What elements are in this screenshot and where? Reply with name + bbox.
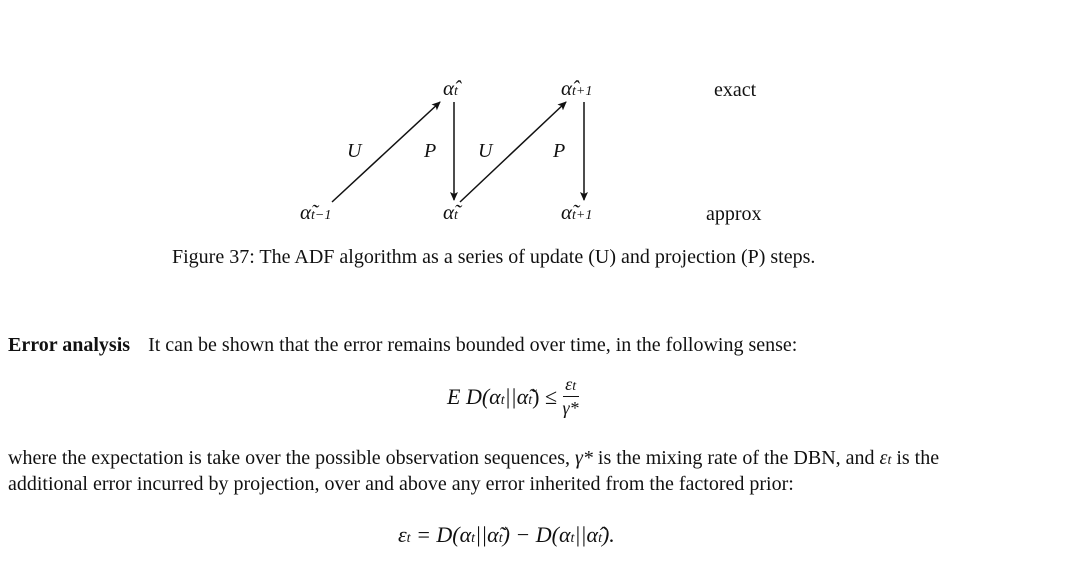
adf-diagram bbox=[0, 0, 1080, 240]
node-alpha-hat-t: α̂t bbox=[443, 76, 458, 100]
node-alpha-tilde-t-minus-1: α̃t−1 bbox=[300, 200, 332, 224]
figure-caption: Figure 37: The ADF algorithm as a series of update (U) and projection (P) steps. bbox=[172, 246, 816, 268]
label-p-1: P bbox=[424, 140, 437, 162]
row-label-approx: approx bbox=[706, 203, 762, 225]
node-alpha-tilde-t: α̃t bbox=[443, 200, 458, 224]
label-p-2: P bbox=[553, 140, 566, 162]
label-u-1: U bbox=[347, 140, 362, 162]
epsilon-definition-equation: εt = D(αt||α̃t) − D(αt||α̂t). bbox=[398, 522, 615, 547]
error-analysis-paragraph bbox=[8, 332, 797, 358]
bound-fraction: $\frac{\varepsilon t}{\gamma*}$ bbox=[562, 374, 579, 418]
node-alpha-hat-t-plus-1: α̂t+1 bbox=[561, 76, 593, 100]
node-alpha-tilde-t-plus-1: α̃t+1 bbox=[561, 200, 593, 224]
section-intro: It can be shown that the error remains bounded over time, in the following sense: bbox=[148, 334, 798, 356]
explanation-line-2: additional error incurred by projection, over and above any error inherited from the factored prior: bbox=[8, 473, 794, 495]
bound-equation: E D(αt||α̃t) ≤ $\frac{\varepsilon t}{\gamma*}$ bbox=[447, 374, 579, 418]
update-arrow-2 bbox=[460, 102, 566, 202]
explanation-line-1: where the expectation is take over the possible observation sequences, γ* is the mixing rate of the DBN, and εt is the bbox=[8, 447, 940, 469]
section-heading: Error analysis bbox=[8, 334, 131, 356]
label-u-2: U bbox=[478, 140, 493, 162]
row-label-exact: exact bbox=[714, 79, 757, 101]
